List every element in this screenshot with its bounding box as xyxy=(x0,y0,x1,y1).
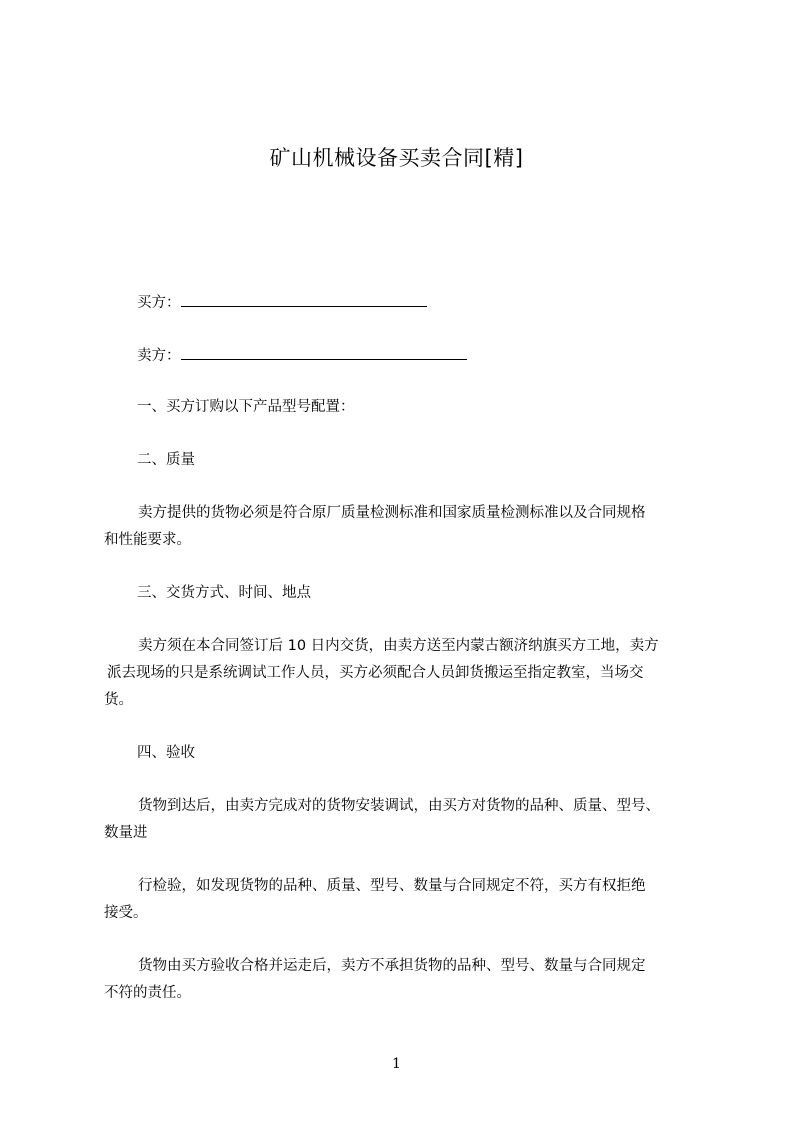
section1-heading: 一、买方订购以下产品型号配置： xyxy=(137,399,355,415)
page-number: 1 xyxy=(392,1056,401,1072)
seller-blank-field[interactable] xyxy=(181,345,467,360)
section4-paragraph-line: 数量进 xyxy=(104,825,148,841)
section3-heading: 三、交货方式、时间、地点 xyxy=(137,585,311,601)
section4-paragraph-line: 行检验，如发现货物的品种、质量、型号、数量与合同规定不符，买方有权拒绝 xyxy=(138,878,646,894)
section2-heading: 二、质量 xyxy=(137,452,195,468)
section3-paragraph-line: 卖方须在本合同签订后 10 日内交货，由卖方送至内蒙古额济纳旗买方工地，卖方 xyxy=(138,638,659,654)
section4-paragraph-line: 不符的责任。 xyxy=(104,985,191,1001)
seller-label: 卖方： xyxy=(137,348,181,364)
section4-paragraph-line: 货物到达后，由卖方完成对的货物安装调试，由买方对货物的品种、质量、型号、 xyxy=(138,798,660,814)
section3-paragraph-line: 货。 xyxy=(104,692,133,708)
section2-paragraph-line: 卖方提供的货物必须是符合原厂质量检测标准和国家质量检测标准以及合同规格 xyxy=(138,505,646,521)
buyer-line xyxy=(137,292,427,312)
section3-paragraph-line: 派去现场的只是系统调试工作人员，买方必须配合人员卸货搬运至指定教室，当场交 xyxy=(107,665,644,681)
section4-paragraph-line: 接受。 xyxy=(104,905,148,921)
section2-paragraph-line: 和性能要求。 xyxy=(104,532,191,548)
document-title: 矿山机械设备买卖合同[精] xyxy=(269,146,524,170)
section4-paragraph-line: 货物由买方验收合格并运走后，卖方不承担货物的品种、型号、数量与合同规定 xyxy=(138,958,646,974)
seller-line xyxy=(137,345,467,365)
section4-heading: 四、验收 xyxy=(137,745,195,761)
buyer-blank-field[interactable] xyxy=(181,292,427,307)
buyer-label: 买方： xyxy=(137,295,181,311)
